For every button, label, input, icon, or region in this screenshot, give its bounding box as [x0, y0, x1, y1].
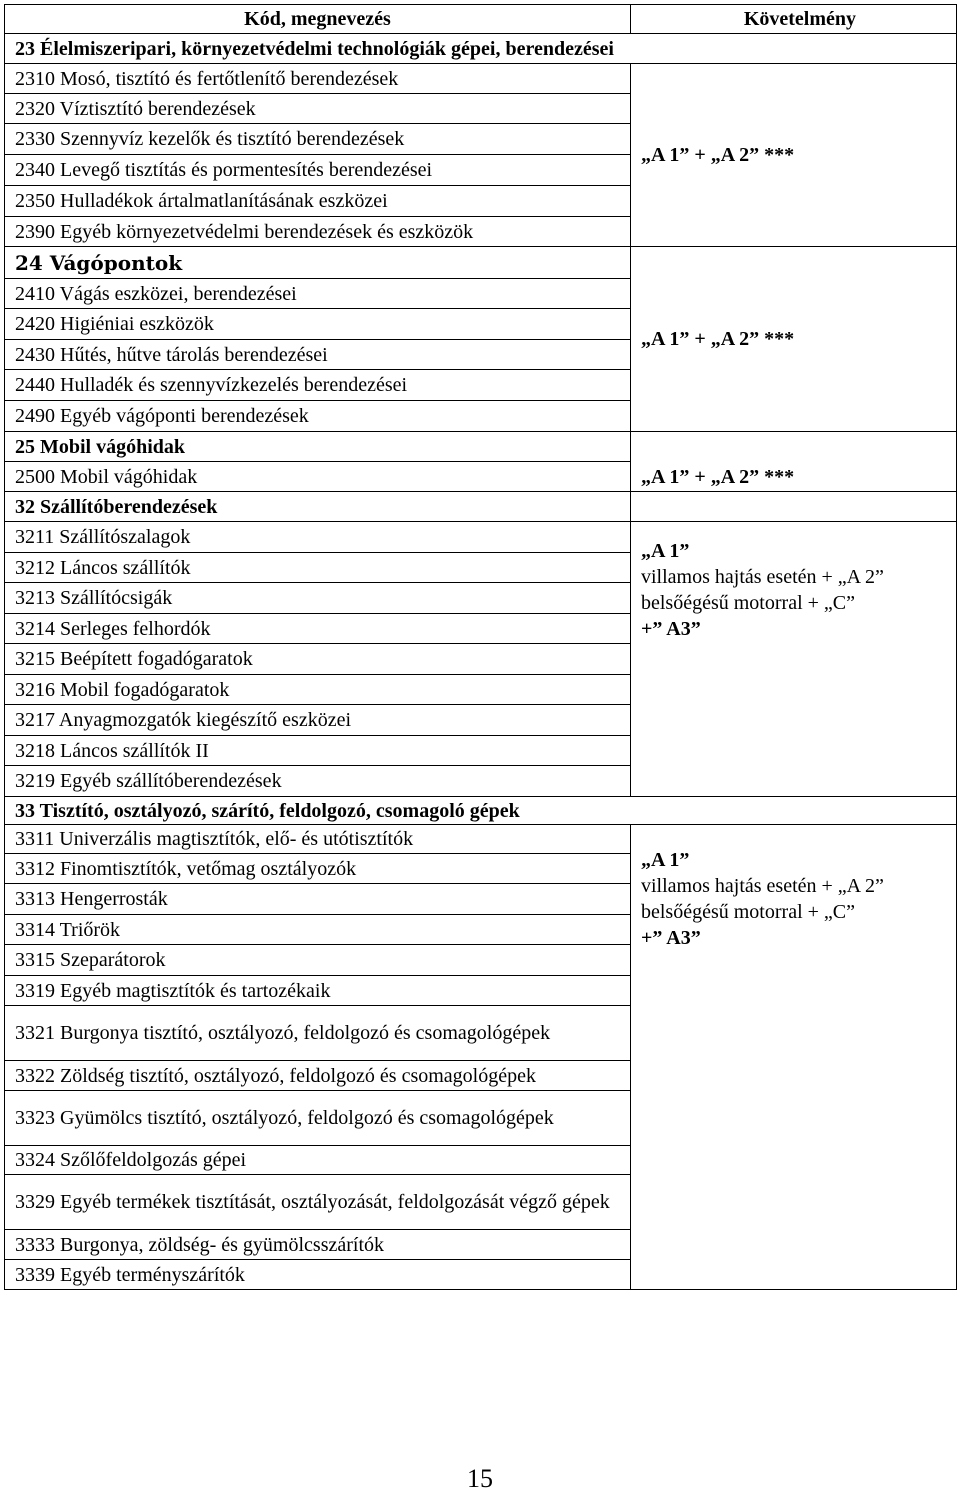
list-item: 2430 Hűtés, hűtve tárolás berendezései [5, 340, 631, 370]
section-title-32: 32 Szállítóberendezések [5, 492, 631, 522]
section-row-24 [5, 247, 957, 279]
requirement-cell-33 [631, 825, 957, 1290]
section-title-33: 33 Tisztító, osztályozó, szárító, feldolgozó, csomagoló gépek [5, 797, 957, 825]
list-item: 3217 Anyagmozgatók kiegészítő eszközei [5, 705, 631, 736]
list-item: 2310 Mosó, tisztító és fertőtlenítő berendezések [5, 64, 631, 94]
requirement-line-3: belsőégésű motorral + „C” [641, 901, 855, 923]
list-item: 3214 Serleges felhordók [5, 614, 631, 644]
requirement-cell-23 [631, 64, 957, 247]
list-item: 3215 Beépített fogadógaratok [5, 644, 631, 675]
requirement-text: „A 1” + „A 2” *** [641, 328, 795, 350]
requirement-cell-24 [631, 247, 957, 432]
list-item: 2390 Egyéb környezetvédelmi berendezések és eszközök [5, 217, 631, 247]
list-item: 2410 Vágás eszközei, berendezései [5, 279, 631, 309]
list-item: 2350 Hulladékok ártalmatlanításának eszközei [5, 186, 631, 217]
requirement-text: „A 1” + „A 2” *** [641, 466, 795, 488]
list-item: 3216 Mobil fogadógaratok [5, 675, 631, 705]
requirement-line-1: „A 1” [641, 540, 690, 562]
list-item: 3322 Zöldség tisztító, osztályozó, feldolgozó és csomagológépek [5, 1061, 631, 1091]
empty-cell [631, 492, 957, 522]
requirement-line-2: villamos hajtás esetén + „A 2” [641, 566, 884, 588]
list-item: 3314 Triőrök [5, 915, 631, 945]
requirement-line-1: „A 1” [641, 849, 690, 871]
list-item: 3218 Láncos szállítók II [5, 736, 631, 766]
list-item: 3211 Szállítószalagok [5, 522, 631, 553]
requirement-line-3: belsőégésű motorral + „C” [641, 592, 855, 614]
table-row [5, 64, 957, 94]
section-row-23 [5, 34, 957, 64]
list-item: 3321 Burgonya tisztító, osztályozó, feldolgozó és csomagológépek [5, 1006, 631, 1061]
list-item: 2420 Higiéniai eszközök [5, 309, 631, 340]
list-item: 3333 Burgonya, zöldség- és gyümölcsszárítók [5, 1230, 631, 1260]
requirements-table [4, 4, 957, 1290]
header-code-name: Kód, megnevezés [5, 5, 631, 34]
list-item: 3319 Egyéb magtisztítók és tartozékaik [5, 976, 631, 1006]
list-item: 3213 Szállítócsigák [5, 583, 631, 614]
list-item: 3315 Szeparátorok [5, 945, 631, 976]
list-item: 3329 Egyéb termékek tisztítását, osztályozását, feldolgozását végző gépek [5, 1175, 631, 1230]
list-item: 3323 Gyümölcs tisztító, osztályozó, feldolgozó és csomagológépek [5, 1091, 631, 1146]
requirement-cell-32 [631, 522, 957, 797]
list-item: 2340 Levegő tisztítás és pormentesítés berendezései [5, 155, 631, 186]
section-title-23: 23 Élelmiszeripari, környezetvédelmi technológiák gépei, berendezései [5, 34, 957, 64]
list-item: 3311 Univerzális magtisztítók, elő- és utótisztítók [5, 825, 631, 854]
section-title-24: 24 Vágópontok [5, 247, 631, 279]
section-row-32 [5, 492, 957, 522]
table-row [5, 522, 957, 553]
header-row [5, 5, 957, 34]
list-item: 3313 Hengerrosták [5, 884, 631, 915]
list-item: 3339 Egyéb terményszárítók [5, 1260, 631, 1290]
list-item: 2320 Víztisztító berendezések [5, 94, 631, 124]
list-item: 3219 Egyéb szállítóberendezések [5, 766, 631, 797]
header-requirement: Követelmény [631, 5, 957, 34]
list-item: 3312 Finomtisztítók, vetőmag osztályozók [5, 854, 631, 884]
list-item: 2490 Egyéb vágóponti berendezések [5, 401, 631, 432]
list-item: 3324 Szőlőfeldolgozás gépei [5, 1146, 631, 1175]
section-row-33 [5, 797, 957, 825]
section-row-25 [5, 432, 957, 462]
table-row [5, 825, 957, 854]
requirement-text: „A 1” + „A 2” *** [641, 144, 795, 166]
requirement-line-4: +” A3” [641, 927, 701, 949]
page-number: 15 [467, 1464, 493, 1493]
requirement-cell-25 [631, 432, 957, 492]
list-item: 2440 Hulladék és szennyvízkezelés berendezései [5, 370, 631, 401]
list-item: 2330 Szennyvíz kezelők és tisztító berendezések [5, 124, 631, 155]
list-item: 3212 Láncos szállítók [5, 553, 631, 583]
list-item: 2500 Mobil vágóhidak [5, 462, 631, 492]
requirement-line-4: +” A3” [641, 618, 701, 640]
requirement-line-2: villamos hajtás esetén + „A 2” [641, 875, 884, 897]
section-title-25: 25 Mobil vágóhidak [5, 432, 631, 462]
